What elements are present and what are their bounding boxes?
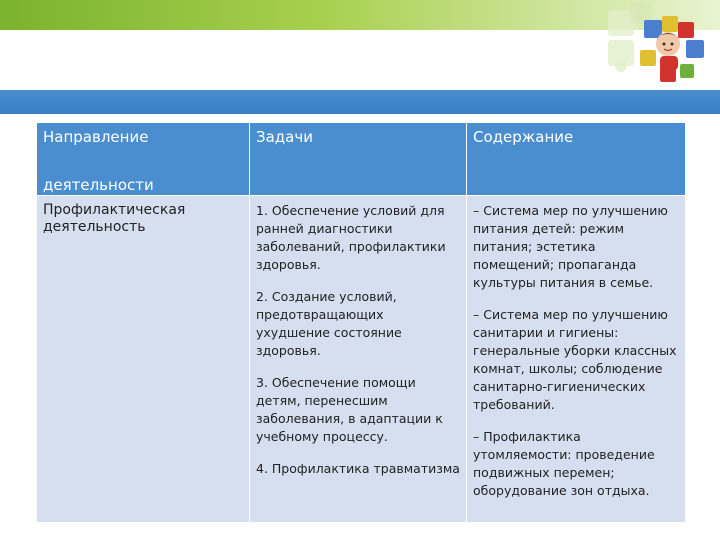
- header-tasks-label: Задачи: [256, 128, 313, 146]
- puzzle-kids-icon: [600, 0, 710, 92]
- header-direction-line2: деятельности: [43, 176, 154, 194]
- task-item: 3. Обеспечение помощи детям, перенесшим заболевания, в адаптации к учебному процессу.: [256, 375, 443, 444]
- direction-text: Профилактическая деятельность: [43, 202, 186, 235]
- task-item: 4. Профилактика травматизма: [256, 461, 460, 476]
- task-item: 1. Обеспечение условий для ранней диагностики заболеваний, профилактики здоровья.: [256, 203, 446, 272]
- content-item: – Система мер по улучшению санитарии и гигиены: генеральные уборки классных комнат, школы; соблюдение санитарно-гигиенических требований.: [473, 307, 677, 412]
- header-tasks: [250, 123, 467, 196]
- header-content-label: Содержание: [473, 128, 574, 146]
- header-direction-line1: Направление: [43, 128, 149, 146]
- cell-content: [467, 196, 686, 523]
- content-item: – Профилактика утомляемости: проведение подвижных перемен; оборудование зон отдыха.: [473, 429, 655, 498]
- activity-table: [36, 122, 686, 523]
- blue-divider-band: [0, 90, 720, 114]
- cell-tasks: [250, 196, 467, 523]
- header-direction: [37, 123, 250, 196]
- table-row: [37, 196, 686, 523]
- white-divider-band: [0, 114, 720, 122]
- content-item: – Система мер по улучшению питания детей: режим питания; эстетика помещений; пропаганда культуры питания в семье.: [473, 203, 668, 290]
- task-item: 2. Создание условий, предотвращающих ухудшение состояние здоровья.: [256, 289, 402, 358]
- cell-direction: [37, 196, 250, 523]
- header-content: [467, 123, 686, 196]
